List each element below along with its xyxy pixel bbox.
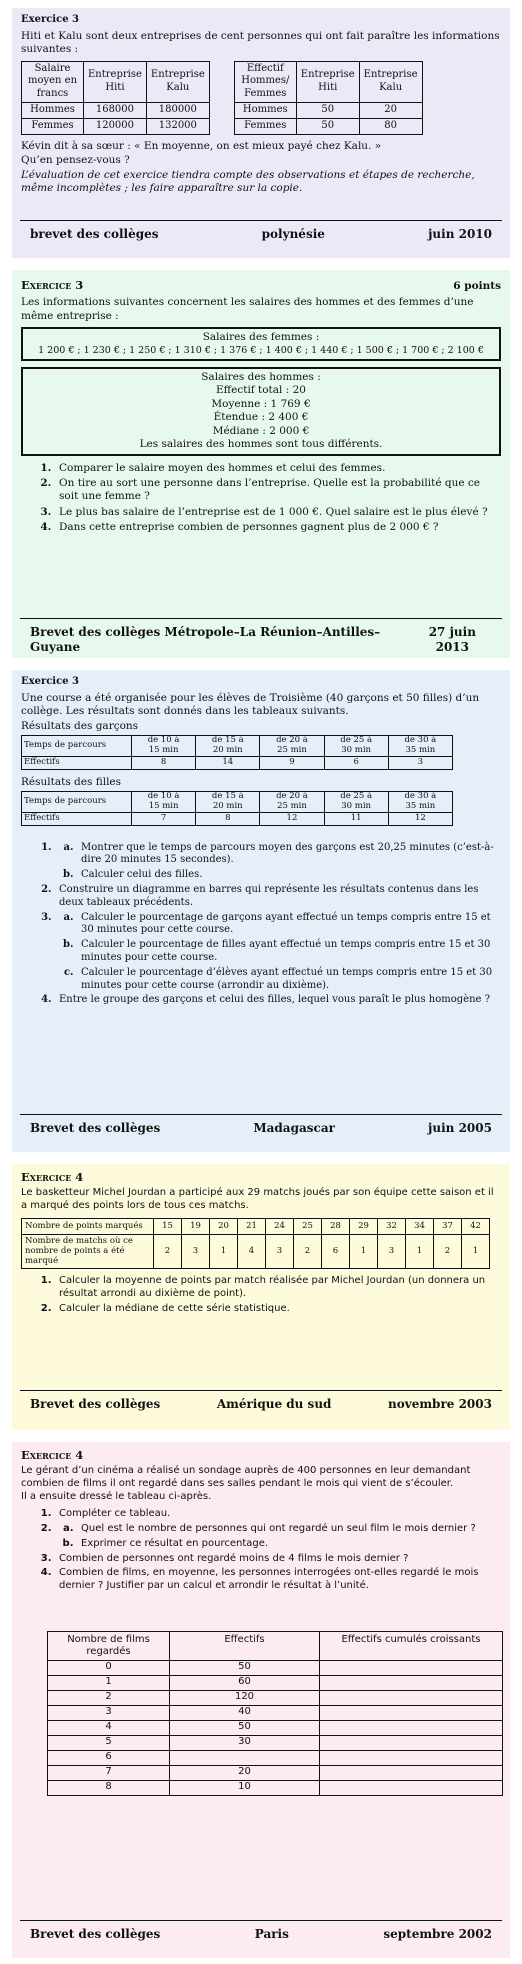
table-header: Salaire moyen en francs	[22, 61, 84, 102]
salary-table	[21, 61, 210, 135]
interval-header: de 25 à 30 min	[324, 792, 388, 813]
table-cell: 1	[48, 1675, 170, 1690]
table-cell: 1	[350, 1235, 378, 1269]
table-cell: 180000	[146, 103, 209, 119]
women-salary-title: Salaires des femmes :	[202, 331, 320, 344]
table-cell: 50	[296, 103, 359, 119]
table-cell: 14	[196, 756, 260, 769]
table-header: Entreprise Kalu	[146, 61, 209, 102]
table-cell	[320, 1750, 503, 1765]
footer-exam: Brevet des collèges	[30, 1397, 161, 1411]
interval-header: de 10 à 15 min	[132, 792, 196, 813]
exercise-title: Exercice 4	[21, 1170, 84, 1184]
footer-exam: Brevet des collèges	[30, 1121, 161, 1135]
interval-header: de 25 à 30 min	[324, 736, 388, 757]
question-subitem: b. Exprimer ce résultat en pourcentage.	[77, 1538, 501, 1551]
question-item	[55, 842, 501, 882]
table-cell	[320, 1765, 503, 1780]
footer-date: juin 2010	[428, 227, 492, 241]
table-cell: 15	[154, 1219, 182, 1235]
exercise-footer	[20, 220, 502, 242]
exercise-title: Exercice 3	[21, 14, 79, 25]
table-cell: 120	[170, 1690, 320, 1705]
table-cell	[320, 1720, 503, 1735]
exercise-footer	[20, 1390, 502, 1412]
question-item: 2. On tire au sort une personne dans l’entreprise. Quelle est la probabilité que ce soit une femme ?	[55, 477, 501, 504]
quote-text: Kévin dit à sa sœur : « En moyenne, on est mieux payé chez Kalu. »	[21, 139, 382, 152]
table-cell: 1	[462, 1235, 490, 1269]
table-cell: 7	[132, 812, 196, 825]
question-subitem: b. Calculer le pourcentage de filles ayant effectué un temps compris entre 15 et 30 minutes pour cette course.	[77, 939, 501, 965]
table-cell: 34	[406, 1219, 434, 1235]
table-cell: 4	[48, 1720, 170, 1735]
table-cell: 10	[170, 1780, 320, 1795]
table-cell: 80	[359, 118, 422, 134]
girls-table	[21, 791, 453, 826]
question-item: 1. Compléter ce tableau.	[55, 1508, 501, 1521]
table-cell: 3	[266, 1235, 294, 1269]
question-item: 4. Dans cette entreprise combien de personnes gagnent plus de 2 000 € ?	[55, 521, 501, 534]
exercise-card-amerique-du-sud	[12, 1164, 510, 1430]
interval-header: de 20 à 25 min	[260, 792, 324, 813]
interval-header: de 15 à 20 min	[196, 792, 260, 813]
exercise-card-polynesie	[12, 8, 510, 258]
table-cell: 7	[48, 1765, 170, 1780]
table-cell: 30	[170, 1735, 320, 1750]
table-cell: Femmes	[234, 118, 296, 134]
footer-exam: Brevet des collèges	[30, 1927, 161, 1941]
table-cell: 4	[238, 1235, 266, 1269]
question-item: 3. Combien de personnes ont regardé moins de 4 films le mois dernier ?	[55, 1553, 501, 1566]
exercise-footer	[20, 1920, 502, 1942]
table-cell: 2	[154, 1235, 182, 1269]
men-salary-line: Moyenne : 1 769 €	[211, 397, 311, 410]
footer-date: septembre 2002	[383, 1927, 492, 1941]
table-cell	[320, 1675, 503, 1690]
table-cell: 19	[182, 1219, 210, 1235]
table-cell: 3	[48, 1705, 170, 1720]
table-cell: 6	[324, 756, 388, 769]
exercise-title: Exercice 3	[21, 676, 79, 687]
table-cell: 21	[238, 1219, 266, 1235]
table-cell: 0	[48, 1660, 170, 1675]
table-cell: 60	[170, 1675, 320, 1690]
table-cell: 25	[294, 1219, 322, 1235]
staff-table	[234, 61, 423, 135]
exercise-card-metropole	[12, 270, 510, 658]
men-salary-line: Effectif total : 20	[216, 384, 306, 397]
table-cell: 8	[196, 812, 260, 825]
question-list	[55, 1508, 501, 1593]
points-table	[21, 1218, 490, 1269]
table-cell: 132000	[146, 118, 209, 134]
men-salary-line: Salaires des hommes :	[201, 370, 321, 383]
men-salary-line: Étendue : 2 400 €	[213, 411, 309, 424]
footer-location: Madagascar	[253, 1121, 335, 1135]
table-cell: 168000	[84, 103, 147, 119]
question-subitem: b. Calculer celui des filles.	[77, 869, 501, 882]
row-label: Nombre de points marqués	[22, 1219, 154, 1235]
table-cell: 120000	[84, 118, 147, 134]
footer-exam: brevet des collèges	[30, 227, 159, 241]
question-item	[55, 1523, 501, 1551]
table-cell: 50	[296, 118, 359, 134]
question-item: 1. Calculer la moyenne de points par match réalisée par Michel Jourdan (un donnera un résultat arrondi au dixième de point).	[55, 1275, 501, 1301]
question-list	[55, 1275, 501, 1315]
table-cell: 8	[48, 1780, 170, 1795]
question-item	[55, 912, 501, 993]
exercise-intro: Une course a été organisée pour les élèves de Troisième (40 garçons et 50 filles) d’un collège. Les résultats sont donnés dans les tableaux suivants.	[21, 691, 480, 718]
table-cell: 24	[266, 1219, 294, 1235]
table-cell: Hommes	[234, 103, 296, 119]
table-cell	[320, 1735, 503, 1750]
table-cell: 28	[322, 1219, 350, 1235]
question-item: 2. Construire un diagramme en barres qui représente les résultats contenus dans les deux tableaux précédents.	[55, 884, 501, 910]
table-cell: 12	[260, 812, 324, 825]
exercise-card-paris	[12, 1442, 510, 1958]
exercise-title: Exercice 4	[21, 1448, 84, 1462]
exercise-footer	[20, 618, 502, 656]
boys-label: Résultats des garçons	[21, 719, 139, 732]
table-cell	[170, 1750, 320, 1765]
row-label: Effectifs	[22, 756, 132, 769]
table-header: Nombre de films regardés	[48, 1631, 170, 1660]
table-cell: 11	[324, 812, 388, 825]
table-cell: 20	[210, 1219, 238, 1235]
table-cell	[320, 1660, 503, 1675]
table-cell: 42	[462, 1219, 490, 1235]
table-header: Effectif Hommes/ Femmes	[234, 61, 296, 102]
table-header: Entreprise Kalu	[359, 61, 422, 102]
question-item: 4. Combien de films, en moyenne, les personnes interrogées ont-elles regardé le mois dernier ? Justifier par un calcul et arrondir le résultat à l’unité.	[55, 1567, 501, 1593]
row-label: Temps de parcours	[22, 736, 132, 757]
footer-date: 27 juin 2013	[428, 625, 476, 655]
exercise-intro: Hiti et Kalu sont deux entreprises de cent personnes qui ont fait paraître les informations suivantes :	[21, 29, 500, 56]
table-cell: 6	[322, 1235, 350, 1269]
table-cell: 5	[48, 1735, 170, 1750]
women-salary-box	[21, 327, 501, 361]
question-list	[55, 462, 501, 535]
men-salary-line: Médiane : 2 000 €	[212, 424, 310, 437]
exercise-title: Exercice 3	[21, 278, 84, 292]
interval-header: de 10 à 15 min	[132, 736, 196, 757]
footer-exam: Brevet des collèges Métropole–La Réunion–Antilles–Guyane	[30, 625, 381, 655]
men-salary-box	[21, 367, 501, 456]
footer-location: Amérique du sud	[216, 1397, 332, 1411]
table-cell: 50	[170, 1660, 320, 1675]
interval-header: de 30 à 35 min	[388, 736, 452, 757]
exercise-intro: Les informations suivantes concernent les salaires des hommes et des femmes d’une même entreprise :	[21, 296, 474, 322]
table-cell: 50	[170, 1720, 320, 1735]
footer-date: juin 2005	[428, 1121, 492, 1135]
evaluation-note: L’évaluation de cet exercice tiendra compte des observations et étapes de recherche, même incomplètes ; les faire apparaître sur la copie.	[21, 168, 475, 194]
points-badge: 6 points	[453, 280, 501, 292]
women-salary-values: 1 200 € ; 1 230 € ; 1 250 € ; 1 310 € ; 1 376 € ; 1 400 € ; 1 440 € ; 1 500 € ; 1 700 € ; 2 100 €	[38, 344, 484, 356]
question-text: Qu’en pensez-vous ?	[21, 154, 130, 167]
table-cell: Femmes	[22, 118, 84, 134]
table-cell: 6	[48, 1750, 170, 1765]
table-cell: 37	[434, 1219, 462, 1235]
table-header: Entreprise Hiti	[296, 61, 359, 102]
exercise-intro-2: Il a ensuite dressé le tableau ci-après.	[21, 1491, 212, 1503]
table-cell	[320, 1780, 503, 1795]
footer-date: novembre 2003	[388, 1397, 492, 1411]
table-cell: 9	[260, 756, 324, 769]
exercise-intro: Le gérant d’un cinéma a réalisé un sondage auprès de 400 personnes en leur demandant combien de films il ont regardé dans ses salles pendant le mois qui vient de s’écouler.	[21, 1464, 471, 1489]
question-item: 2. Calculer la médiane de cette série statistique.	[55, 1303, 501, 1316]
films-table	[47, 1631, 503, 1796]
table-header: Effectifs cumulés croissants	[320, 1631, 503, 1660]
interval-header: de 30 à 35 min	[388, 792, 452, 813]
exercise-footer	[20, 1114, 502, 1136]
table-cell: 3	[378, 1235, 406, 1269]
boys-table	[21, 735, 453, 770]
table-cell: 29	[350, 1219, 378, 1235]
question-item: 3. Le plus bas salaire de l’entreprise est de 1 000 €. Quel salaire est le plus élevé ?	[55, 506, 501, 519]
table-header: Effectifs	[170, 1631, 320, 1660]
exercise-card-madagascar	[12, 670, 510, 1152]
table-cell: 2	[294, 1235, 322, 1269]
question-list	[55, 842, 501, 1008]
row-label: Nombre de matchs où ce nombre de points a été marqué	[22, 1235, 154, 1269]
table-cell: 12	[388, 812, 452, 825]
table-cell: 3	[182, 1235, 210, 1269]
table-cell: 2	[434, 1235, 462, 1269]
exercise-intro: Le basketteur Michel Jourdan a participé aux 29 matchs joués par son équipe cette saison et il a marqué des points lors de tous ces matchs.	[21, 1186, 494, 1211]
footer-location: polynésie	[261, 227, 325, 241]
question-subitem: c. Calculer le pourcentage d’élèves ayant effectué un temps compris entre 15 et 30 minutes pour cette course (arrondir au dixième).	[77, 967, 501, 993]
question-subitem: a. 1. Montrer que le temps de parcours moyen des garçons est 20,25 minutes (c’est-à-dire 20 minutes 15 secondes).	[77, 842, 501, 868]
table-cell: 20	[359, 103, 422, 119]
table-cell: 32	[378, 1219, 406, 1235]
table-header: Entreprise Hiti	[84, 61, 147, 102]
table-cell	[320, 1705, 503, 1720]
table-cell: 2	[48, 1690, 170, 1705]
question-item: 4. Entre le groupe des garçons et celui des filles, lequel vous paraît le plus homogène ?	[55, 994, 501, 1007]
interval-header: de 15 à 20 min	[196, 736, 260, 757]
footer-location: Paris	[254, 1927, 289, 1941]
table-cell: 3	[388, 756, 452, 769]
table-cell: 1	[406, 1235, 434, 1269]
table-cell: 40	[170, 1705, 320, 1720]
row-label: Temps de parcours	[22, 792, 132, 813]
question-subitem: a. 3. Calculer le pourcentage de garçons ayant effectué un temps compris entre 15 et 30 minutes pour cette course.	[77, 912, 501, 938]
girls-label: Résultats des filles	[21, 775, 122, 788]
table-cell: 8	[132, 756, 196, 769]
table-cell: 1	[210, 1235, 238, 1269]
interval-header: de 20 à 25 min	[260, 736, 324, 757]
table-cell: Hommes	[22, 103, 84, 119]
row-label: Effectifs	[22, 812, 132, 825]
table-cell	[320, 1690, 503, 1705]
question-subitem: a. 2. Quel est le nombre de personnes qui ont regardé un seul film le mois dernier ?	[77, 1523, 501, 1536]
table-cell: 20	[170, 1765, 320, 1780]
question-item: 1. Comparer le salaire moyen des hommes et celui des femmes.	[55, 462, 501, 475]
men-salary-line: Les salaires des hommes sont tous différents.	[139, 438, 383, 451]
